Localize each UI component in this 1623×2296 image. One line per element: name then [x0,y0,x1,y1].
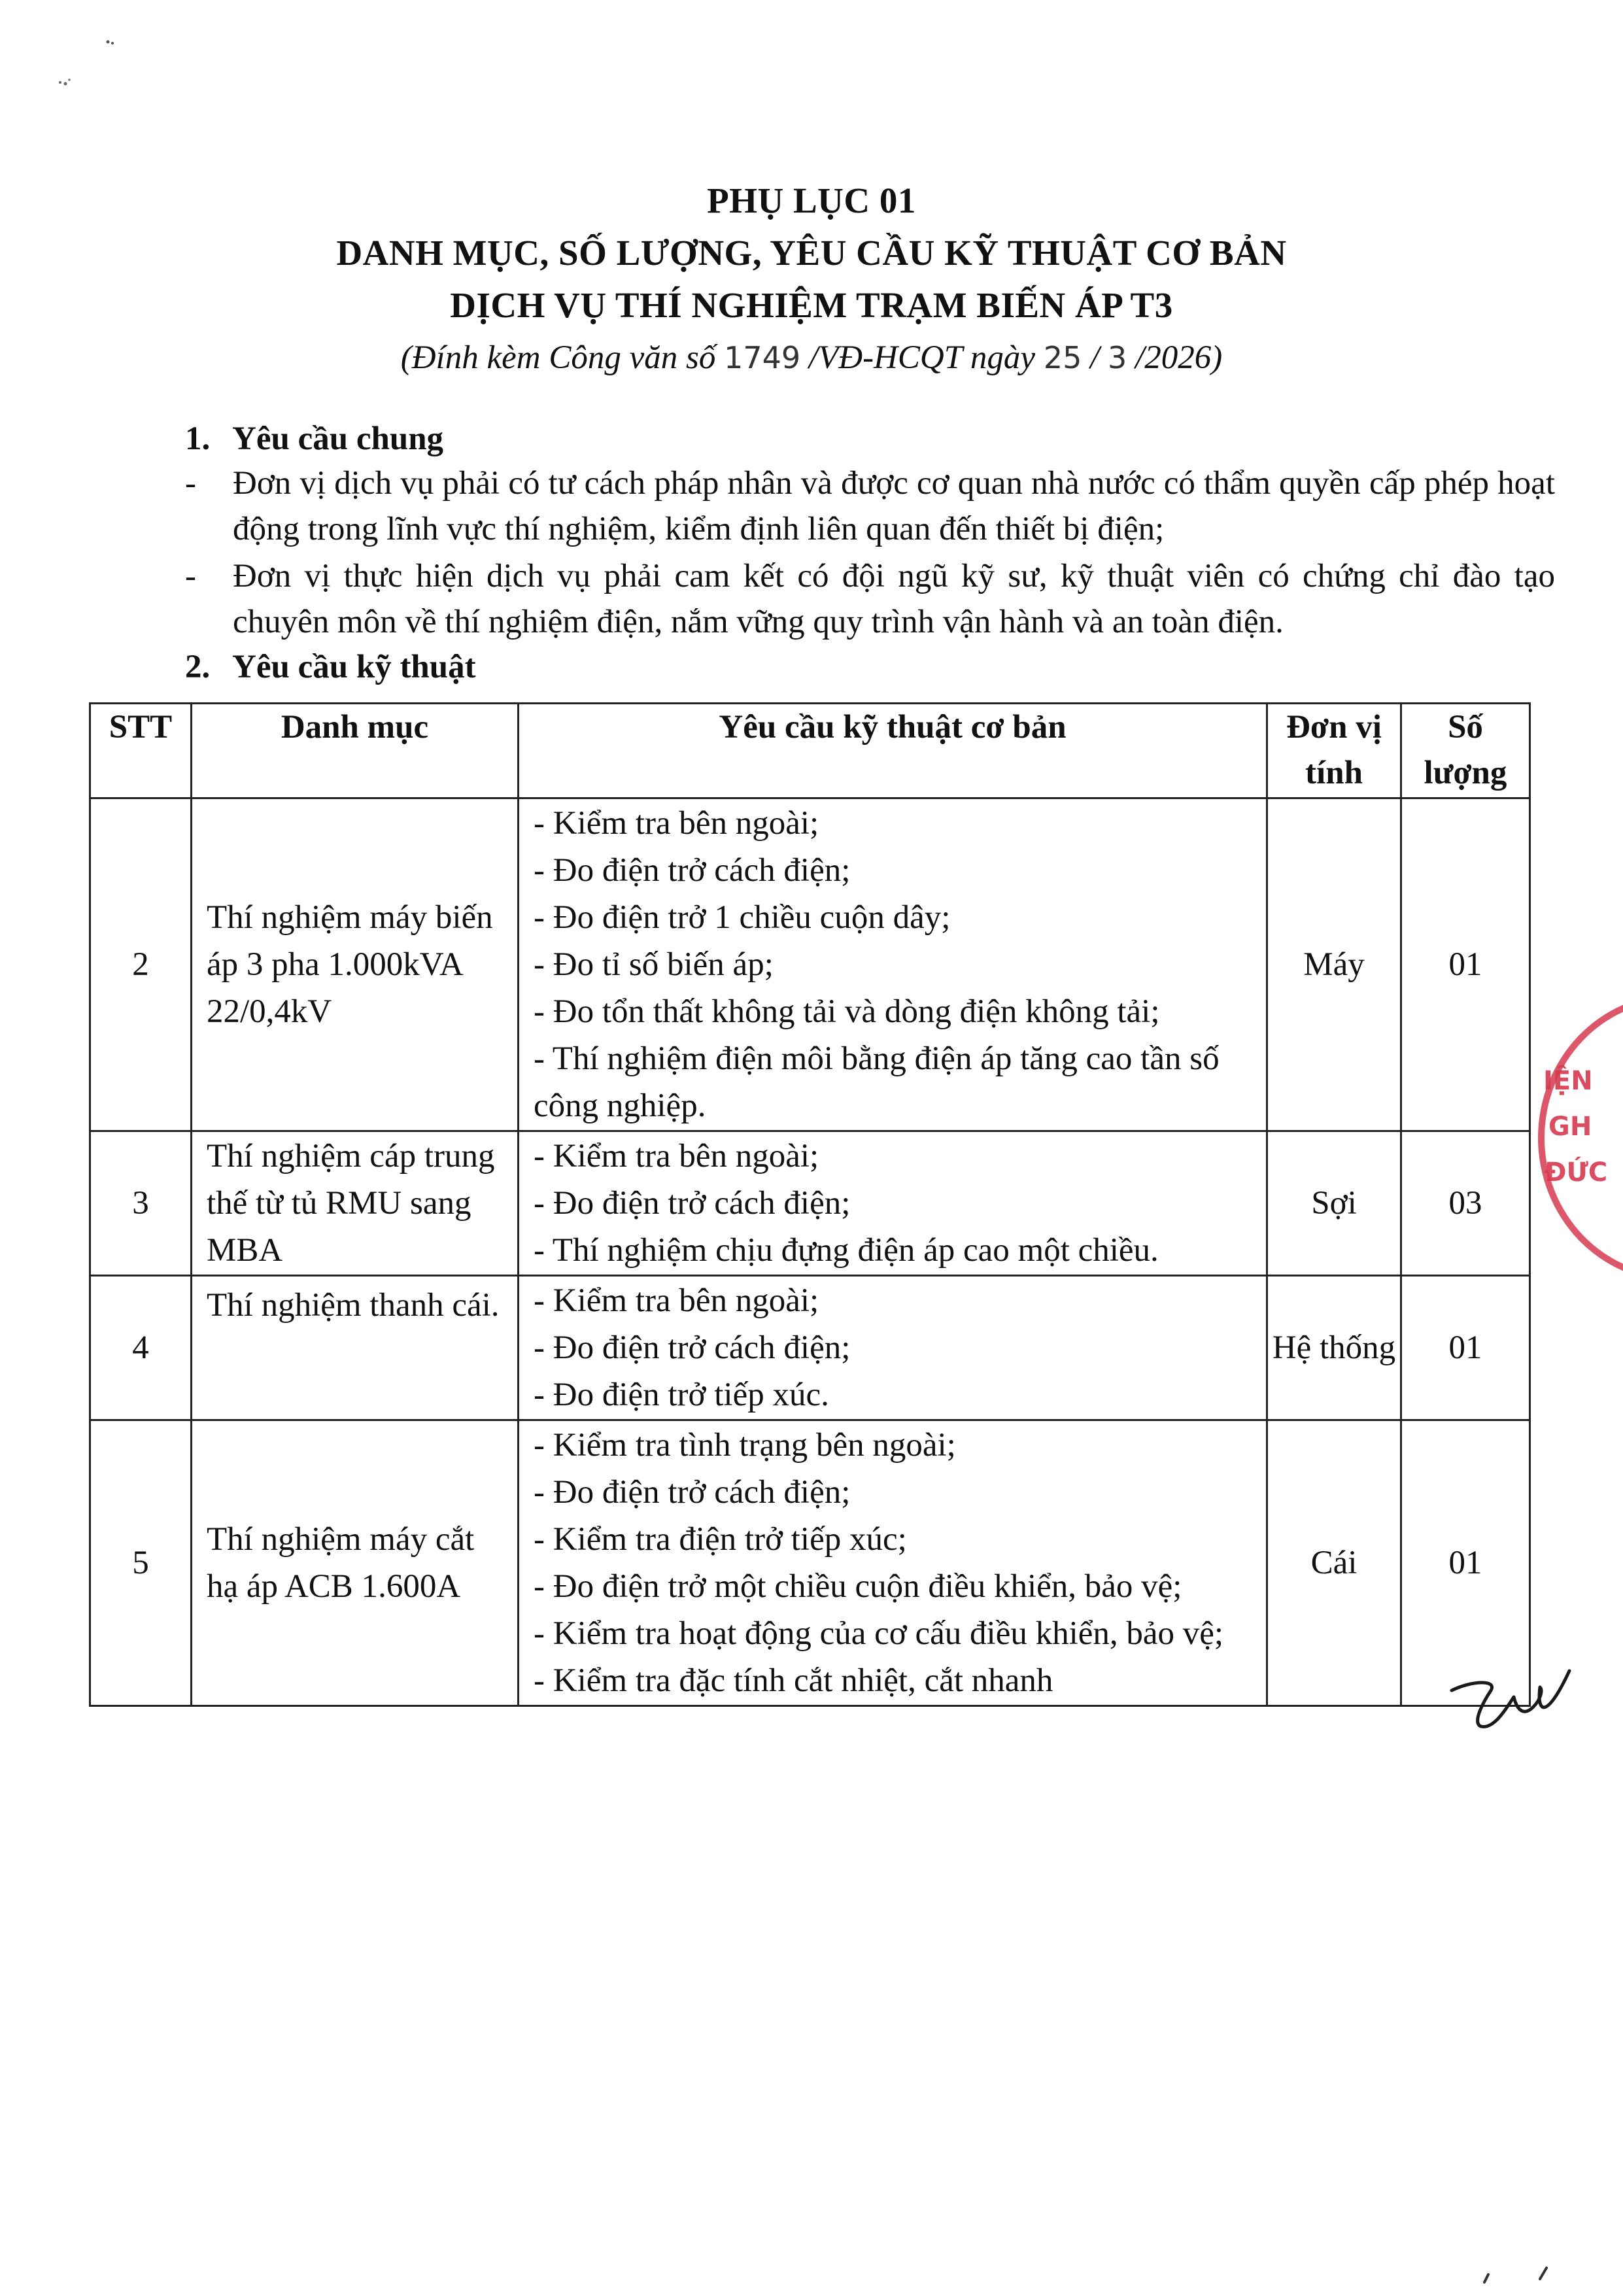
reference-mid: /VĐ-HCQT ngày [800,339,1044,376]
header-quantity [1401,704,1530,798]
bullet-dash: - [185,558,196,594]
row-unit: Máy [1267,798,1401,1131]
row-requirements [519,1131,1267,1276]
reference-sep: / [1082,339,1108,376]
row-stt: 4 [90,1276,192,1420]
technical-requirements-table [89,702,1531,1707]
requirement-item: - Đo điện trở cách điện; [534,1329,851,1366]
requirement-bullet-2 [185,553,1555,645]
header-requirements: Yêu cầu kỹ thuật cơ bản [519,704,1267,798]
row-quantity: 01 [1401,798,1530,1131]
header-unit [1267,704,1401,798]
table-row [90,1276,1530,1420]
row-requirements [519,798,1267,1131]
section-2-title: Yêu cầu kỹ thuật [232,649,476,685]
reference-month: 3 [1108,340,1127,375]
row-requirements [519,1420,1267,1706]
requirement-bullet-1 [185,460,1555,552]
requirement-item: - Đo điện trở tiếp xúc. [534,1377,829,1413]
bullet-text: Đơn vị thực hiện dịch vụ phải cam kết có đội ngũ kỹ sư, kỹ thuật viên có chứng chỉ đào tạo chuyên môn về thí nghiệm điện, nắm vững quy trình vận hành và an toàn điện. [233,558,1555,640]
bullet-text: Đơn vị dịch vụ phải có tư cách pháp nhân và được cơ quan nhà nước có thẩm quyền cấp phép hoạt động trong lĩnh vực thí nghiệm, kiểm định liên quan đến thiết bị điện; [233,465,1555,547]
reference-number: 1749 [724,340,801,375]
row-stt: 3 [90,1131,192,1276]
row-category: Thí nghiệm máy cắt hạ áp ACB 1.600A [192,1420,519,1706]
bullet-dash: - [185,465,196,502]
row-category: Thí nghiệm cáp trung thế từ tủ RMU sang MBA [192,1131,519,1276]
row-stt: 2 [90,798,192,1131]
header-unit-line2: tính [1305,755,1363,791]
row-unit: Hệ thống [1267,1276,1401,1420]
row-quantity: 01 [1401,1420,1530,1706]
row-category: Thí nghiệm thanh cái. [192,1276,519,1420]
header-stt: STT [90,704,192,798]
section-2-heading [185,644,476,690]
document-header [0,175,1623,384]
requirement-item: - Đo điện trở cách điện; [534,1185,851,1222]
row-stt: 5 [90,1420,192,1706]
requirement-item: - Kiểm tra tình trạng bên ngoài; [534,1427,956,1464]
requirement-item: - Kiểm tra bên ngoài; [534,805,819,842]
reference-day: 25 [1043,340,1082,375]
scan-marks [1478,2250,1556,2289]
stamp-text-line1: IỆN [1543,1066,1593,1096]
reference-line [0,332,1623,384]
scan-specks [52,33,118,98]
stamp-text-line3: ĐỨC [1545,1157,1608,1188]
document-title-line1: DANH MỤC, SỐ LƯỢNG, YÊU CẦU KỸ THUẬT CƠ BẢN [336,233,1287,273]
row-quantity: 01 [1401,1276,1530,1420]
requirement-item: - Thí nghiệm chịu đựng điện áp cao một chiều. [534,1232,1159,1269]
requirement-item: - Kiểm tra hoạt động của cơ cấu điều khiển, bảo vệ; [534,1615,1224,1652]
table-row [90,798,1530,1131]
stamp-text-line2: GH [1548,1112,1592,1142]
requirement-item: - Kiểm tra điện trở tiếp xúc; [534,1521,907,1558]
requirement-item: - Đo điện trở một chiều cuộn điều khiển, bảo vệ; [534,1568,1182,1605]
requirement-item: - Kiểm tra đặc tính cắt nhiệt, cắt nhanh [534,1662,1053,1699]
requirement-item: - Kiểm tra bên ngoài; [534,1138,819,1174]
requirement-item: - Thí nghiệm điện môi bằng điện áp tăng cao tần số công nghiệp. [534,1040,1220,1124]
row-quantity: 03 [1401,1131,1530,1276]
document-title-line2: DỊCH VỤ THÍ NGHIỆM TRẠM BIẾN ÁP T3 [450,285,1173,325]
table-row [90,1131,1530,1276]
handwritten-initials [1445,1661,1576,1739]
requirement-item: - Đo điện trở cách điện; [534,852,851,889]
reference-suffix: /2026) [1127,339,1223,376]
section-1-title: Yêu cầu chung [232,420,444,457]
appendix-title: PHỤ LỤC 01 [707,180,916,220]
row-category: Thí nghiệm máy biến áp 3 pha 1.000kVA 22/0,4kV [192,798,519,1131]
row-requirements [519,1276,1267,1420]
section-1-number: 1. [185,420,211,457]
header-qty-line1: Số [1448,709,1483,745]
header-category: Danh mục [192,704,519,798]
section-1-heading [185,416,443,462]
table-header-row [90,704,1530,798]
requirement-item: - Đo điện trở 1 chiều cuộn dây; [534,899,951,936]
row-unit: Cái [1267,1420,1401,1706]
reference-prefix: (Đính kèm Công văn số [400,339,725,376]
section-2-number: 2. [185,649,211,685]
red-seal-stamp [1530,981,1623,1282]
requirement-item: - Kiểm tra bên ngoài; [534,1282,819,1319]
requirement-item: - Đo tỉ số biến áp; [534,946,774,983]
requirement-item: - Đo điện trở cách điện; [534,1474,851,1511]
header-unit-line1: Đơn vị [1286,709,1382,745]
table-row [90,1420,1530,1706]
header-qty-line2: lượng [1424,755,1507,791]
requirement-item: - Đo tổn thất không tải và dòng điện không tải; [534,993,1160,1030]
row-unit: Sợi [1267,1131,1401,1276]
